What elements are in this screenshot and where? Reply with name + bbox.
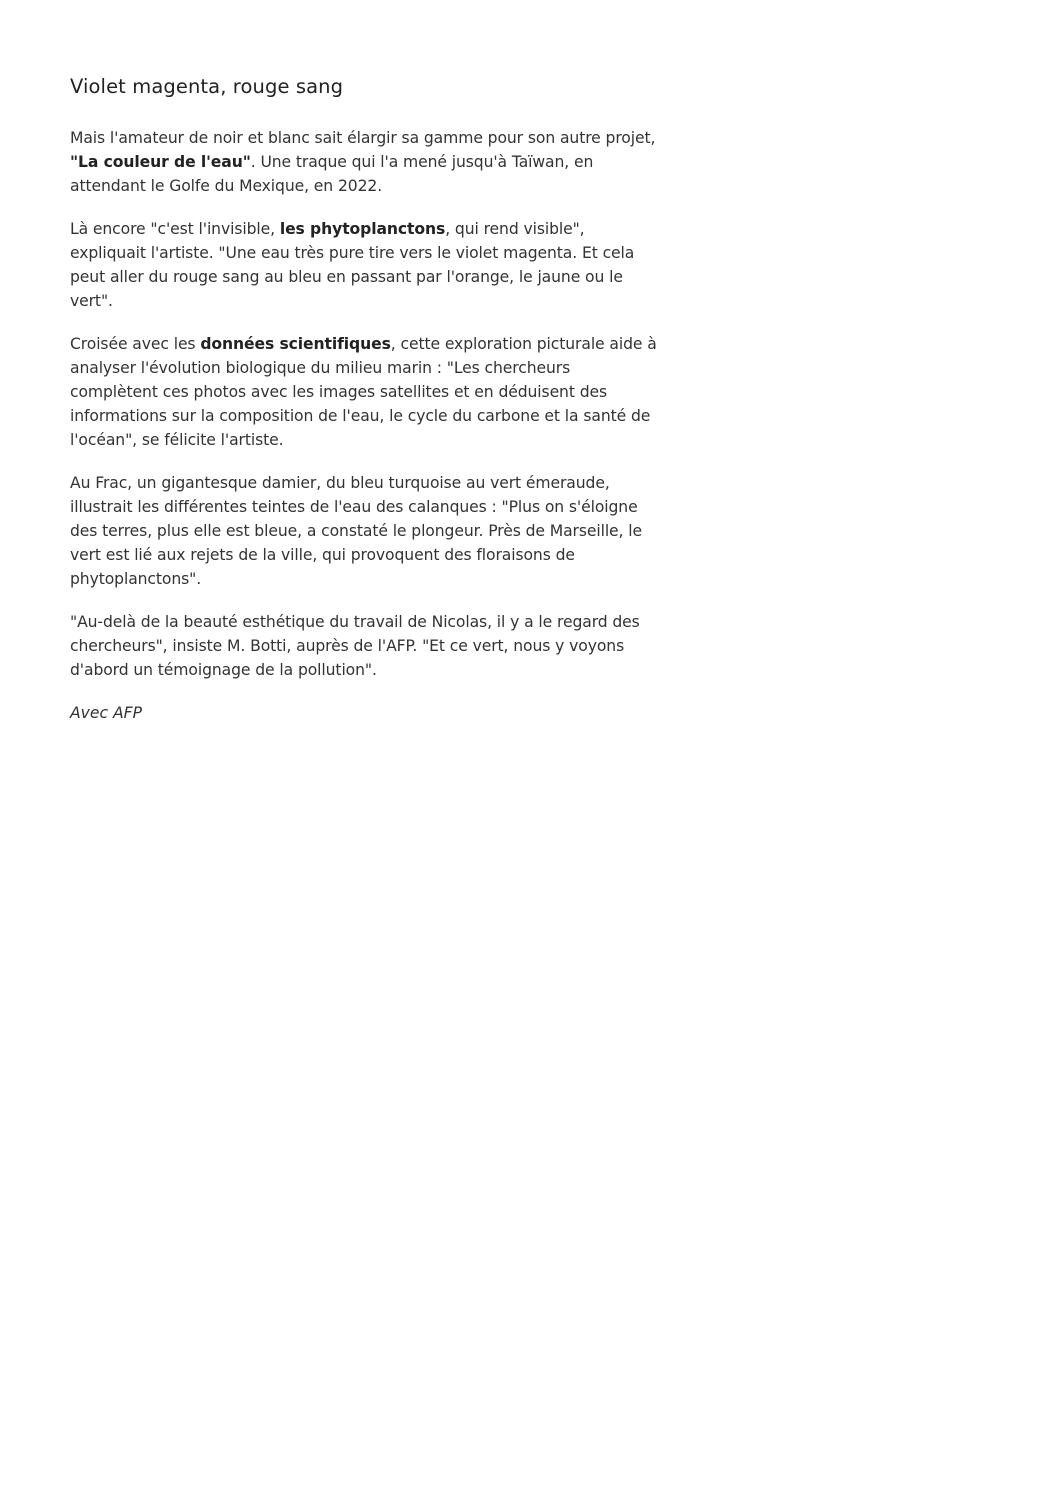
article-body	[70, 70, 660, 725]
paragraph-2-text-c: , qui rend visible", expliquait l'artiste. "Une eau très pure tire vers le violet magenta. Et cela peut aller du rouge sang au bleu en passant par l'orange, le jaune ou le vert".	[70, 220, 635, 310]
paragraph-2-bold: les phytoplanctons	[279, 220, 446, 238]
paragraph-1	[70, 126, 660, 198]
section-heading: Violet magenta, rouge sang	[70, 75, 344, 98]
paragraph-4: Au Frac, un gigantesque damier, du bleu turquoise au vert émeraude, illustrait les différentes teintes de l'eau des calanques : "Plus on s'éloigne des terres, plus elle est bleue, a constaté le plongeur. Près de Marseille, le vert est lié aux rejets de la ville, qui provoquent des floraisons de phytoplanctons".	[70, 474, 642, 588]
paragraph-3-text-a: Croisée avec les	[70, 335, 201, 353]
source-credit: Avec AFP	[70, 704, 143, 722]
paragraph-1-bold: "La couleur de l'eau"	[70, 153, 251, 171]
paragraph-3	[70, 332, 660, 452]
paragraph-1-text-a: Mais l'amateur de noir et blanc sait élargir sa gamme pour son autre projet,	[70, 129, 656, 147]
paragraph-3-text-c: , cette exploration picturale aide à analyser l'évolution biologique du milieu marin : "Les chercheurs complètent ces photos avec les images satellites et en déduisent des informations sur la composition de l'eau, le cycle du carbone et la santé de l'océan", se félicite l'artiste.	[70, 335, 657, 449]
paragraph-3-bold: données scientifiques	[200, 335, 391, 353]
paragraph-1-text-c: . Une traque qui l'a mené jusqu'à Taïwan, en attendant le Golfe du Mexique, en 2022.	[70, 153, 594, 195]
paragraph-2-text-a: Là encore "c'est l'invisible,	[70, 220, 280, 238]
paragraph-2	[70, 217, 660, 313]
paragraph-5: "Au-delà de la beauté esthétique du travail de Nicolas, il y a le regard des chercheurs", insiste M. Botti, auprès de l'AFP. "Et ce vert, nous y voyons d'abord un témoignage de la pollution".	[70, 613, 640, 679]
